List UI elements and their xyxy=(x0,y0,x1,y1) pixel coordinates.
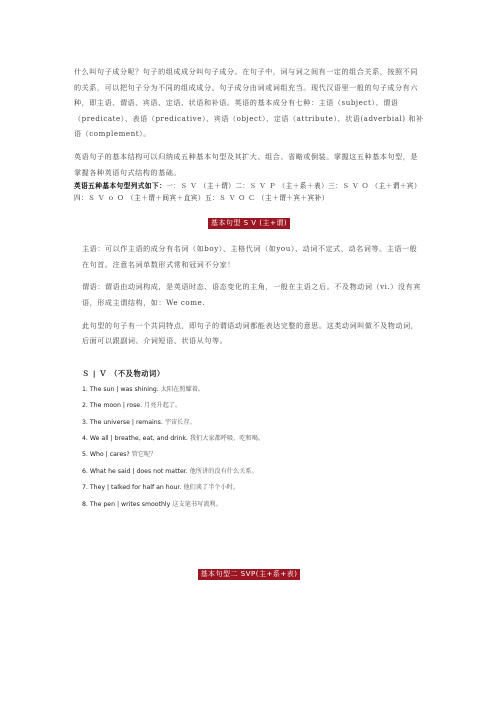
example-cn: 太阳在照耀着。 xyxy=(160,385,205,393)
example-cn: 我们大家都呼吸、吃和喝。 xyxy=(189,434,265,442)
example-cn: 月亮升起了。 xyxy=(144,402,182,410)
subject-note: 主语：可以作主语的成分有名词（如boy）、主格代词（如you）、动词不定式，动名词等。主语一般在句首。注意名词单数形式常和冠词不分家！ xyxy=(82,244,418,269)
example-en: 1. The sun | was shining. xyxy=(82,385,159,393)
example-sentence xyxy=(82,497,424,513)
example-en: 3. The universe | remains. xyxy=(82,418,163,426)
example-en: 5. Who | cares? xyxy=(82,451,130,459)
pattern-note: 此句型的句子有一个共同特点，即句子的谓语动词都能表达完整的意思。这类动词叫做不及物动词，后面可以跟副词、介词短语、状语从句等。 xyxy=(82,320,419,346)
example-en: 8. The pen | writes smoothly xyxy=(82,500,171,508)
sentence-structure-paragraph: 英语句子的基本结构可以归纳成五种基本句型及其扩大、组合、省略或倒装。掌握这五种基本句型，是掌握各种英语句式结构的基础。 xyxy=(74,151,418,177)
example-cn: 宇宙长存。 xyxy=(164,418,196,426)
example-cn: 管它呢？ xyxy=(131,451,157,459)
example-en: 2. The moon | rose. xyxy=(82,402,143,410)
example-en: 6. What he said | does not matter. xyxy=(82,467,188,475)
example-sentence xyxy=(82,382,424,398)
example-sentence xyxy=(82,415,424,431)
summary-text: 一：Ｓ Ｖ （主＋谓）二：Ｓ Ｖ Ｐ （主＋系＋表）三：Ｓ Ｖ Ｏ （主＋谓＋宾）四：Ｓ Ｖ ｏ Ｏ （主＋谓＋间宾＋直宾）五：Ｓ Ｖ Ｏ Ｃ （主＋谓＋宾＋宾补） xyxy=(74,182,422,203)
example-sentence xyxy=(82,464,424,480)
example-cn: 他所讲的没有什么关系。 xyxy=(189,467,258,475)
example-cn: 他们谈了半个小时。 xyxy=(183,484,240,492)
example-en: 4. We all | breathe, eat, and drink. xyxy=(82,434,188,442)
example-sentence xyxy=(82,431,424,447)
example-cn: 这支笔书写流利。 xyxy=(172,500,222,508)
document-page xyxy=(74,64,424,592)
example-sentence xyxy=(82,447,424,463)
five-patterns-summary xyxy=(74,180,424,204)
intro-paragraph: 什么叫句子成分呢？句子的组成成分叫句子成分。在句子中，词与词之间有一定的组合关系，按照不同的关系，可以把句子分为不同的组成成分。句子成分由词或词组充当。现代汉语里一般的句子成分有六种，即主语、谓语、宾语、定语、状语和补语。英语的基本成分有七种：主语（subject）、谓语（predicate）、表语（predicative）、宾语（object）、定语（attribute）、状语(adverbial) 和补语（complement）。 xyxy=(74,67,424,139)
section-heading-sv: 基本句型 S V (主+谓) xyxy=(208,218,290,229)
example-list xyxy=(74,382,424,513)
section-heading-wrap xyxy=(74,561,424,580)
section-heading-svp: 基本句型二 SVP(主+系+表) xyxy=(198,569,301,580)
summary-lead: 英语五种基本句型列式如下： xyxy=(74,182,167,191)
predicate-note: 谓语：谓语由动词构成，是英语时态、语态变化的主角，一般在主语之后。不及物动词（vi.）没有宾语，形成主谓结构，如：We come. xyxy=(82,282,421,307)
structure-label: Ｓ | Ｖ （不及物动词） xyxy=(82,368,165,378)
example-en: 7. They | talked for half an hour. xyxy=(82,484,182,492)
section-heading-wrap xyxy=(74,210,424,229)
example-sentence xyxy=(82,398,424,414)
example-sentence xyxy=(82,480,424,496)
